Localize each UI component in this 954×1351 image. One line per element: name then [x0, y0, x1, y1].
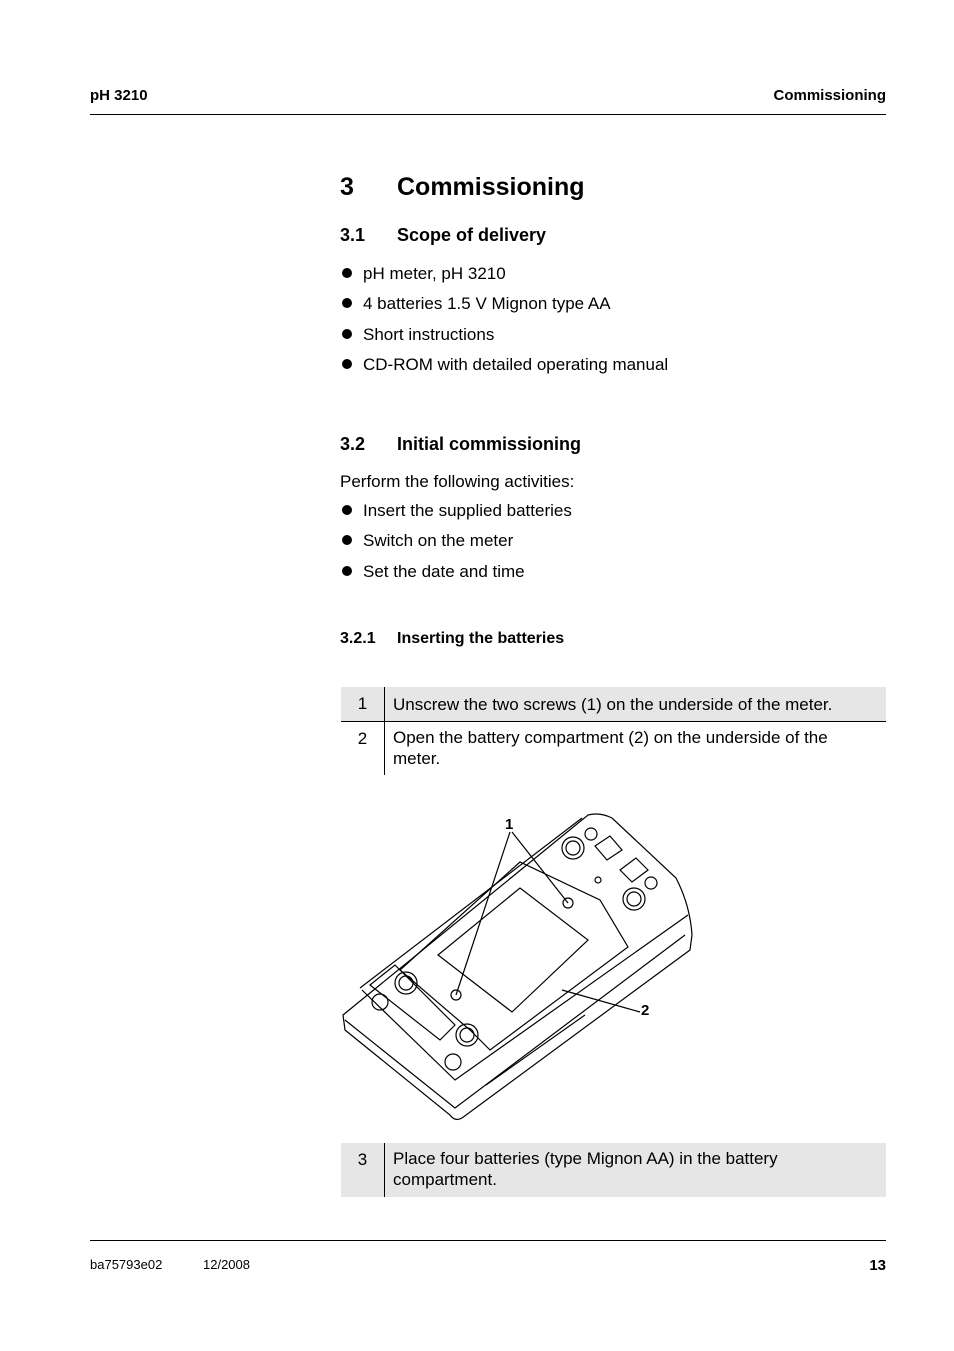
step-text: Unscrew the two screws (1) on the underside of the meter.	[393, 695, 833, 714]
section-title: Scope of delivery	[397, 225, 547, 245]
list-item: Short instructions	[342, 325, 494, 345]
step-number: 1	[357, 694, 368, 713]
figure-label-battery-compartment: 2	[641, 1002, 650, 1019]
footer-date: 12/2008	[203, 1257, 250, 1272]
section-heading-3-2: 3.2 Initial commissioning	[340, 434, 582, 454]
chapter-title: Commissioning	[397, 173, 585, 201]
header-chapter: Commissioning	[773, 87, 886, 104]
step-number: 3	[357, 1150, 368, 1169]
list-item: pH meter, pH 3210	[342, 264, 506, 284]
step-text: Place four batteries (type Mignon AA) in the battery compartment.	[393, 1149, 778, 1189]
list-item: CD-ROM with detailed operating manual	[342, 355, 668, 375]
figure-label-screws: 1	[505, 816, 514, 833]
step-row	[341, 1143, 886, 1197]
intro-text: Perform the following activities:	[340, 472, 575, 491]
header-product: pH 3210	[90, 87, 148, 104]
step-text: Open the battery compartment (2) on the underside of the meter.	[393, 728, 828, 768]
page-number: 13	[869, 1257, 886, 1274]
list-item: Insert the supplied batteries	[342, 501, 572, 521]
chapter-number: 3	[340, 173, 354, 201]
step-number: 2	[357, 729, 368, 748]
list-item: Switch on the meter	[342, 531, 513, 551]
footer-rule	[90, 1240, 886, 1241]
list-item: 4 batteries 1.5 V Mignon type AA	[342, 294, 611, 314]
list-item: Set the date and time	[342, 562, 525, 582]
subsection-heading-3-2-1: 3.2.1 Inserting the batteries	[340, 630, 565, 647]
footer-doc-id: ba75793e02	[90, 1257, 163, 1272]
section-number: 3.1	[340, 225, 366, 245]
